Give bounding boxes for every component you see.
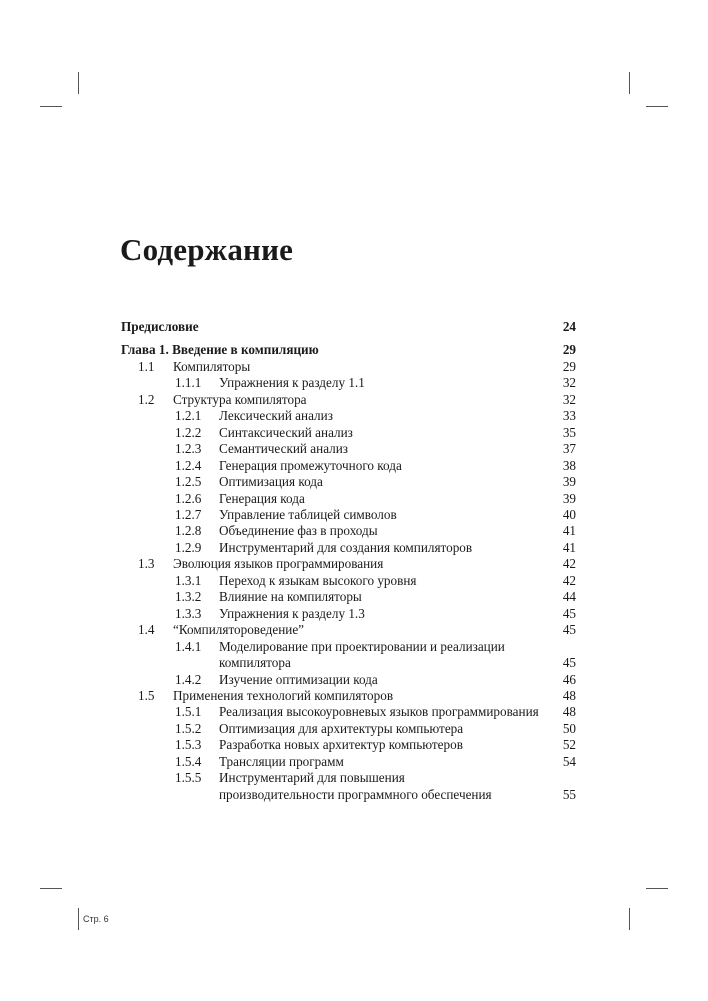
toc-entry-number: 1.4 xyxy=(138,622,155,638)
toc-entry-page: 54 xyxy=(562,753,576,769)
toc-entry-number: 1.3.3 xyxy=(175,605,202,621)
toc-entry xyxy=(0,572,708,589)
toc-entry-title: Компиляторы xyxy=(173,358,251,374)
toc-entry-number: 1.3 xyxy=(138,556,155,572)
toc-entry-number: 1.5 xyxy=(138,687,155,703)
toc-chapter-entry xyxy=(0,341,708,358)
toc-entry-title: Упражнения к разделу 1.1 xyxy=(219,375,365,391)
toc-entry xyxy=(0,522,708,539)
toc-entry-page: 29 xyxy=(562,342,576,358)
toc-entry-title: Инструментарий для создания компиляторов xyxy=(219,539,473,555)
toc-entry-page: 33 xyxy=(562,408,576,424)
toc-entry-page: 32 xyxy=(562,391,576,407)
toc-entry-number: 1.2.8 xyxy=(175,523,202,539)
toc-entry-number: 1.1 xyxy=(138,358,155,374)
toc-entry-title: Влияние на компиляторы xyxy=(219,589,362,605)
toc-entry-title: Переход к языкам высокого уровня xyxy=(219,572,417,588)
toc-entry-page: 38 xyxy=(562,457,576,473)
toc-entry-title: Трансляции программ xyxy=(219,753,344,769)
toc-entry xyxy=(0,786,708,803)
toc-entry xyxy=(0,358,708,375)
toc-entry-number: 1.5.2 xyxy=(175,720,202,736)
toc-entry xyxy=(0,407,708,424)
toc-entry-page: 29 xyxy=(562,358,576,374)
toc-entry-number: 1.3.1 xyxy=(175,572,202,588)
toc-entry-page: 48 xyxy=(562,704,576,720)
toc-entry-page: 48 xyxy=(562,687,576,703)
toc-entry-title: Глава 1. Введение в компиляцию xyxy=(121,342,319,358)
toc-entry-title: Реализация высокоуровневых языков программирования xyxy=(219,704,539,720)
toc-entry-page: 42 xyxy=(562,556,576,572)
toc-entry xyxy=(0,703,708,720)
toc-entry-number: 1.2.6 xyxy=(175,490,202,506)
toc-entry-page: 41 xyxy=(562,539,576,555)
toc-chapter-entry xyxy=(0,318,708,335)
toc-entry-title: компилятора xyxy=(219,655,291,670)
toc-entry-number: 1.5.1 xyxy=(175,704,202,720)
toc-entry-title: Генерация промежуточного кода xyxy=(219,457,402,473)
toc-entry-title: Предисловие xyxy=(121,319,199,334)
toc-entry-page: 41 xyxy=(562,523,576,539)
toc-entry-page: 50 xyxy=(562,720,576,736)
toc-entry-title: производительности программного обеспечения xyxy=(219,786,492,802)
toc-entry-number: 1.2.9 xyxy=(175,539,202,555)
toc-entry xyxy=(0,588,708,605)
toc-entry-page: 52 xyxy=(562,737,576,753)
toc-entry-title: Изучение оптимизации кода xyxy=(219,671,378,687)
toc-entry xyxy=(0,671,708,688)
toc-entry xyxy=(0,490,708,507)
toc-entry xyxy=(0,753,708,770)
toc-entry xyxy=(0,720,708,737)
toc-entry-title: Синтаксический анализ xyxy=(219,424,353,440)
toc-entry-number: 1.2.1 xyxy=(175,408,202,424)
toc-entry-page: 35 xyxy=(562,424,576,440)
toc-entry-number: 1.2.5 xyxy=(175,474,202,489)
toc-entry-number: 1.2.4 xyxy=(175,457,202,473)
toc-entry xyxy=(0,736,708,753)
toc-entry-title: Генерация кода xyxy=(219,490,305,506)
toc-entry xyxy=(0,638,708,655)
toc-entry-title: Инструментарий для повышения xyxy=(219,770,405,786)
toc-entry xyxy=(0,654,708,671)
toc-entry-page: 32 xyxy=(562,375,576,391)
toc-entry xyxy=(0,374,708,391)
toc-entry-title: Эволюция языков программирования xyxy=(173,556,384,572)
toc-entry xyxy=(0,424,708,441)
toc-entry xyxy=(0,539,708,556)
toc-entry-number: 1.5.3 xyxy=(175,737,202,753)
toc-entry-title: “Компилятороведение” xyxy=(173,622,305,638)
toc-entry xyxy=(0,457,708,474)
toc-entry-number: 1.2.2 xyxy=(175,424,202,440)
toc-entry xyxy=(0,605,708,622)
toc-entry-number: 1.4.1 xyxy=(175,638,202,654)
toc-entry-title: Разработка новых архитектур компьютеров xyxy=(219,737,463,753)
toc-entry-page: 24 xyxy=(562,319,576,334)
toc-entry-page: 44 xyxy=(562,589,576,605)
page-number-footer: Стр. 6 xyxy=(83,914,109,924)
toc-entry-title: Оптимизация для архитектуры компьютера xyxy=(219,720,464,736)
toc-entry-title: Упражнения к разделу 1.3 xyxy=(219,605,365,621)
toc-entry-title: Оптимизация кода xyxy=(219,474,323,489)
toc-entry-number: 1.4.2 xyxy=(175,671,202,687)
toc-entry-title: Управление таблицей символов xyxy=(219,506,397,522)
toc-entry-page: 46 xyxy=(562,671,576,687)
toc-entry-page: 45 xyxy=(562,605,576,621)
toc-entry-title: Лексический анализ xyxy=(219,408,333,424)
toc-entry-page: 42 xyxy=(562,572,576,588)
toc-entry-page: 55 xyxy=(562,786,576,802)
toc-entry xyxy=(0,769,708,786)
toc-entry xyxy=(0,555,708,572)
toc-entry-title: Структура компилятора xyxy=(173,391,307,407)
toc-entry xyxy=(0,391,708,408)
toc-entry-page: 45 xyxy=(562,655,576,670)
toc-entry-number: 1.2.7 xyxy=(175,506,202,522)
toc-entry xyxy=(0,473,708,490)
toc-entry xyxy=(0,440,708,457)
toc-entry-page: 39 xyxy=(562,474,576,489)
toc-entry-number: 1.1.1 xyxy=(175,375,202,391)
toc-entry-number: 1.5.4 xyxy=(175,753,202,769)
toc-entry-page: 40 xyxy=(562,506,576,522)
toc-entry-page: 37 xyxy=(562,441,576,457)
toc-entry-title: Применения технологий компиляторов xyxy=(173,687,394,703)
toc-entry-title: Моделирование при проектировании и реализации xyxy=(219,638,505,654)
toc-entry-number: 1.2.3 xyxy=(175,441,202,457)
toc-entry xyxy=(0,621,708,638)
toc-entry-page: 39 xyxy=(562,490,576,506)
toc-entry-page: 45 xyxy=(562,622,576,638)
toc-entry-number: 1.2 xyxy=(138,391,155,407)
toc-entry-title: Объединение фаз в проходы xyxy=(219,523,378,539)
toc-entry-number: 1.5.5 xyxy=(175,770,202,786)
toc-entry-title: Семантический анализ xyxy=(219,441,349,457)
page-title: Содержание xyxy=(120,232,294,267)
toc-entry xyxy=(0,687,708,704)
toc-entry-number: 1.3.2 xyxy=(175,589,202,605)
toc-entry xyxy=(0,506,708,523)
